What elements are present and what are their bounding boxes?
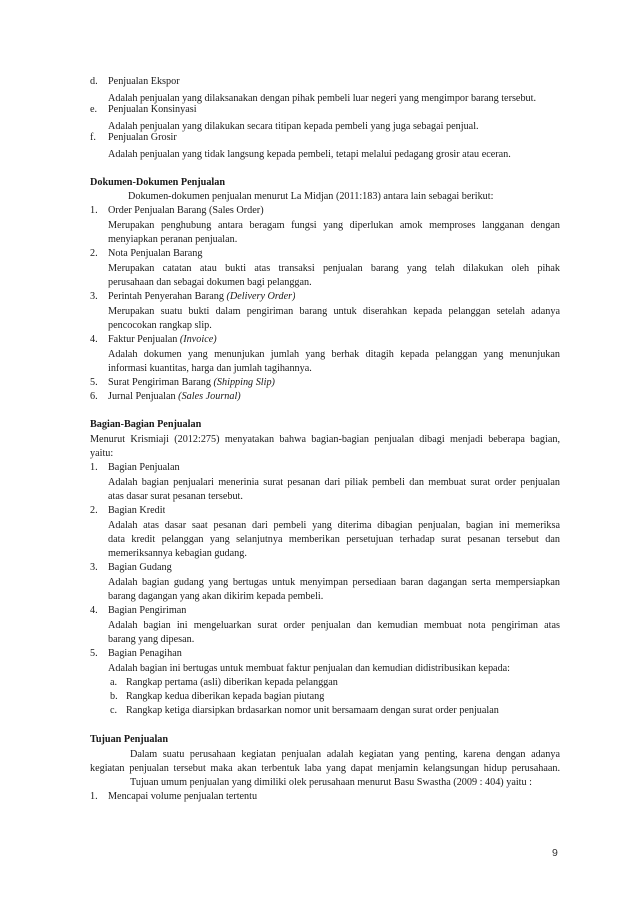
sub-list-marker: b. [110, 691, 118, 702]
document-item-desc: Adalah dokumen yang menunjukan jumlah yang berhak ditagih kepada pelanggan yang menunjukan [108, 349, 560, 360]
section-intro: Menurut Krismiaji (2012:275) menyatakan bahwa bagian-bagian penjualan dibagi menjadi beberapa bagian, [90, 434, 560, 445]
document-item-title: Nota Penjualan Barang [108, 248, 203, 259]
bagian-item-desc: barang dagangan yang akan dikirim kepada pembeli. [108, 591, 324, 602]
page-number: 9 [552, 847, 558, 859]
bagian-item-title: Bagian Pengiriman [108, 605, 187, 616]
list-marker: 4. [90, 605, 98, 616]
document-item-title: Surat Pengiriman Barang (Shipping Slip) [108, 377, 275, 388]
list-item-desc: Adalah penjualan yang dilakukan secara titipan kepada pembeli yang juga sebagai penjual. [108, 121, 479, 132]
bagian-item-desc: Adalah atas dasar saat pesanan dari pembeli yang diterima dibagian penjualan, bagian ini memeriksa [108, 520, 560, 531]
document-item-title: Order Penjualan Barang (Sales Order) [108, 205, 264, 216]
list-marker: 3. [90, 291, 98, 302]
section-heading-bagian: Bagian-Bagian Penjualan [90, 419, 202, 430]
document-item-desc: Merupakan penghubung antara beragam fungsi yang diperlukan amok memproses langganan dengan [108, 220, 560, 231]
section-heading-dokumen: Dokumen-Dokumen Penjualan [90, 177, 226, 188]
section-intro: Dokumen-dokumen penjualan menurut La Midjan (2011:183) antara lain sebagai berikut: [128, 191, 494, 202]
list-marker: 1. [90, 462, 98, 473]
document-item-desc: menyiapkan peranan penjualan. [108, 234, 238, 245]
bagian-item-title: Bagian Penjualan [108, 462, 180, 473]
document-item-desc: informasi kuantitas, harga dan jumlah tagihannya. [108, 363, 312, 374]
bagian-item-title: Bagian Penagihan [108, 648, 182, 659]
list-marker: 4. [90, 334, 98, 345]
bagian-item-desc: Adalah bagian gudang yang bertugas untuk menyimpan persediaan baran dagangan serta mempersiapkan [108, 577, 560, 588]
list-marker: f. [90, 132, 96, 143]
section-intro: Tujuan umum penjualan yang dimiliki olek perusahaan menurut Basu Swastha (2009 : 404) yaitu : [130, 777, 532, 788]
list-marker: d. [90, 76, 98, 87]
list-marker: 3. [90, 562, 98, 573]
document-item-title: Perintah Penyerahan Barang (Delivery Order) [108, 291, 296, 302]
sub-list-item: Rangkap kedua diberikan kepada bagian piutang [126, 691, 325, 702]
section-intro: yaitu: [90, 448, 114, 459]
list-marker: e. [90, 104, 98, 115]
bagian-item-desc: Adalah bagian penjualari menerinia surat pesanan dari piliak pembeli dan membuat surat order penjualan [108, 477, 560, 488]
bagian-item-desc: data kredit pelanggan yang selanjutnya memberikan persetujuan terhadap surat pesanan tersebut dan [108, 534, 560, 545]
sub-list-item: Rangkap pertama (asli) diberikan kepada pelanggan [126, 677, 338, 688]
bagian-item-title: Bagian Kredit [108, 505, 166, 516]
tujuan-item: Mencapai volume penjualan tertentu [108, 791, 258, 802]
list-marker: 6. [90, 391, 98, 402]
list-item-title: Penjualan Ekspor [108, 76, 180, 87]
list-marker: 2. [90, 248, 98, 259]
sub-list-marker: a. [110, 677, 118, 688]
list-marker: 5. [90, 377, 98, 388]
list-marker: 5. [90, 648, 98, 659]
list-marker: 2. [90, 505, 98, 516]
section-heading-tujuan: Tujuan Penjualan [90, 734, 169, 745]
bagian-item-desc: Adalah bagian ini bertugas untuk membuat faktur penjualan dan kemudian didistribusikan kepada: [108, 663, 511, 674]
document-item-title: Jurnal Penjualan (Sales Journal) [108, 391, 241, 402]
sub-list-item: Rangkap ketiga diarsipkan brdasarkan nomor unit bersamaam dengan surat order penjualan [126, 705, 499, 716]
bagian-item-desc: barang yang dipesan. [108, 634, 195, 645]
document-item-desc: pencocokan rangkap slip. [108, 320, 212, 331]
list-marker: 1. [90, 205, 98, 216]
list-item-title: Penjualan Grosir [108, 132, 177, 143]
document-item-desc: Merupakan catatan atau bukti atas transaksi penjualan barang yang telah dilakukan oleh pihak [108, 263, 560, 274]
list-item-title: Penjualan Konsinyasi [108, 104, 197, 115]
list-item-desc: Adalah penjualan yang tidak langsung kepada pembeli, tetapi melalui pedagang grosir atau eceran. [108, 149, 511, 160]
list-item-desc: Adalah penjualan yang dilaksanakan dengan pihak pembeli luar negeri yang mengimpor barang tersebut. [108, 93, 537, 104]
bagian-item-title: Bagian Gudang [108, 562, 172, 573]
bagian-item-desc: Adalah bagian ini mengeluarkan surat order penjualan dan kemudian membuat nota pengiriman atas [108, 620, 560, 631]
section-paragraph: kegiatan penjualan tersebut maka akan terbentuk laba yang dapat menjamin kelangsungan hidup perusahaan. [90, 763, 560, 774]
sub-list-marker: c. [110, 705, 118, 716]
document-item-desc: perusahaan dan sebagai dokumen bagi pelanggan. [108, 277, 312, 288]
bagian-item-desc: atas dasar surat pesanan tersebut. [108, 491, 243, 502]
bagian-item-desc: memeriksannya kebagian gudang. [108, 548, 247, 559]
document-item-title: Faktur Penjualan (Invoice) [108, 334, 217, 345]
document-item-desc: Merupakan suatu bukti dalam pengiriman barang untuk diserahkan kepada pelanggan setelah adanya [108, 306, 560, 317]
section-paragraph: Dalam suatu perusahaan kegiatan penjualan adalah kegiatan yang penting, karena dengan adanya [130, 749, 560, 760]
list-marker: 1. [90, 791, 98, 802]
